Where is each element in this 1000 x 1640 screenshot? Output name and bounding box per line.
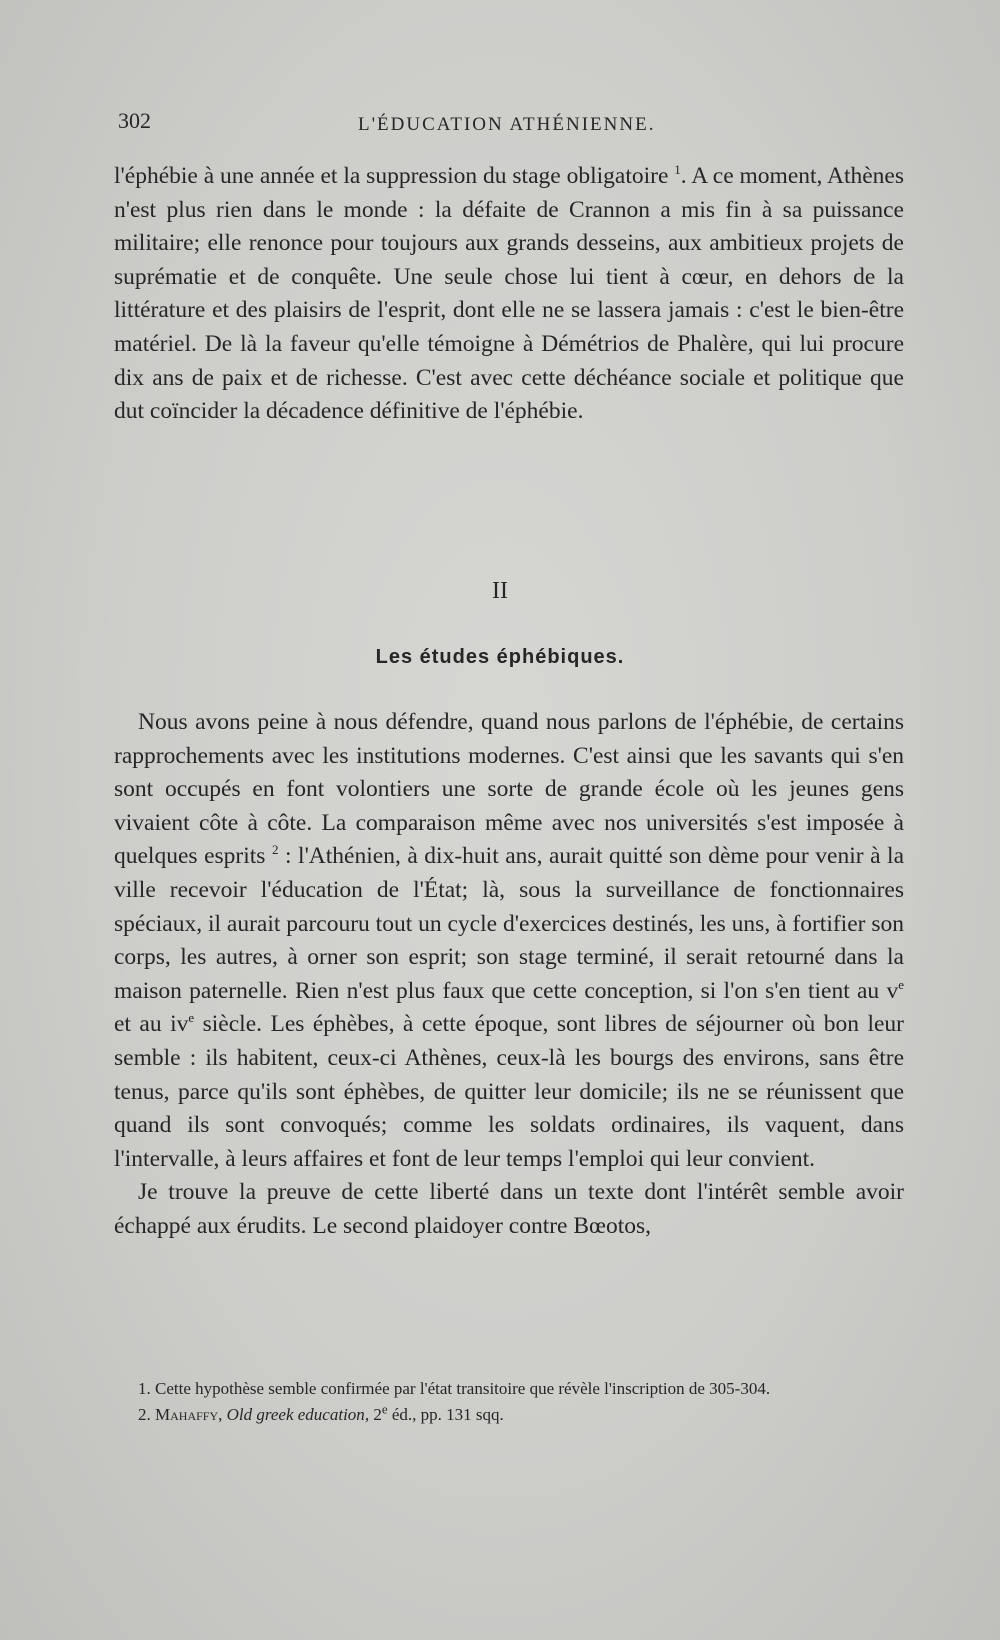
paragraph-text: . A ce moment, Athènes n'est plus rien dans le monde : la défaite de Crannon a mis fin à sa puissance militaire; elle renonce pour toujours aux grands desseins, aux ambitieux projets de suprématie et de conquête. Une seule chose lui tient à cœur, en dehors de la littérature et des plaisirs de l'esprit, dont elle ne se lassera jamais : c'est le bien-être matériel. De là la faveur qu'elle témoigne à Démétrios de Phalère, qui lui procure dix ans de paix et de richesse. C'est avec cette déchéance sociale et politique que dut coïncider la décadence définitive de l'éphébie. <box>114 163 904 425</box>
footnote-number: 2. <box>138 1405 151 1424</box>
paragraph-text: Nous avons peine à nous défendre, quand nous parlons de l'éphébie, de certains rapprochements avec les institutions modernes. C'est ainsi que les savants qui s'en sont occupés en font volontiers une sorte de grande école où les jeunes gens vivaient côte à côte. La comparaison même avec nos universités s'est imposée à quelques esprits <box>114 709 904 870</box>
footnote-number: 1. <box>138 1379 151 1398</box>
footnote-text: éd., pp. 131 sqq. <box>387 1405 504 1424</box>
section-title: Les études éphébiques. <box>375 646 625 668</box>
running-title: L'ÉDUCATION ATHÉNIENNE. <box>358 114 656 135</box>
page-number: 302 <box>118 108 151 133</box>
superscript: e <box>898 976 904 992</box>
top-text-block <box>114 160 904 429</box>
footnote-author: Mahaffy <box>155 1405 219 1424</box>
footnotes <box>114 1378 904 1426</box>
footnote-2 <box>114 1401 904 1426</box>
section-numeral: II <box>492 578 508 604</box>
paragraph-text: et au iv <box>114 1011 189 1038</box>
paragraph-text: l'éphébie à une année et la suppression du stage obligatoire <box>114 163 675 189</box>
footnote-text: , 2 <box>364 1405 382 1424</box>
paragraph-text: siècle. Les éphèbes, à cette époque, sont libres de séjourner où bon leur semble : ils habitent, ceux-ci Athènes, ceux-là les bourgs des environs, sans être tenus, parce qu'ils sont éphèbes, de quitter leur domicile; ils ne se réunissent que quand ils sont convoqués; comme les soldats ordinaires, ils vaquent, dans l'intervalle, à leurs affaires et font de leur temps l'emploi qui leur convient. <box>114 1011 904 1172</box>
footnote-book-title: Old greek education <box>226 1405 365 1424</box>
paragraph <box>114 706 904 1176</box>
footnote-ref-2: 2 <box>271 842 279 858</box>
footnote-text: , <box>218 1405 227 1424</box>
running-head <box>118 108 878 138</box>
footnote-1 <box>114 1378 904 1400</box>
superscript: e <box>188 1010 195 1026</box>
paragraph-text: : l'Athénien, à dix-huit ans, aurait quitté son dème pour venir à la ville recevoir l'éducation de l'État; là, sous la surveillance de fonctionnaires spéciaux, il aurait parcouru tout un cycle d'exercices destinés, les uns, à fortifier son corps, les autres, à orner son esprit; son stage terminé, il serait retourné dans la maison paternelle. Rien n'est plus faux que cette conception, si l'on s'en tient au v <box>114 843 904 1004</box>
paragraph-continued <box>114 160 904 429</box>
superscript: e <box>381 1401 388 1417</box>
footnote-text: Cette hypothèse semble confirmée par l'état transitoire que révèle l'inscription de 305-304. <box>150 1379 771 1398</box>
section-text-block <box>114 706 904 1244</box>
paragraph: Je trouve la preuve de cette liberté dans un texte dont l'intérêt semble avoir échappé aux érudits. Le second plaidoyer contre Bœotos, <box>114 1179 904 1239</box>
footnote-ref-1: 1 <box>674 162 681 178</box>
